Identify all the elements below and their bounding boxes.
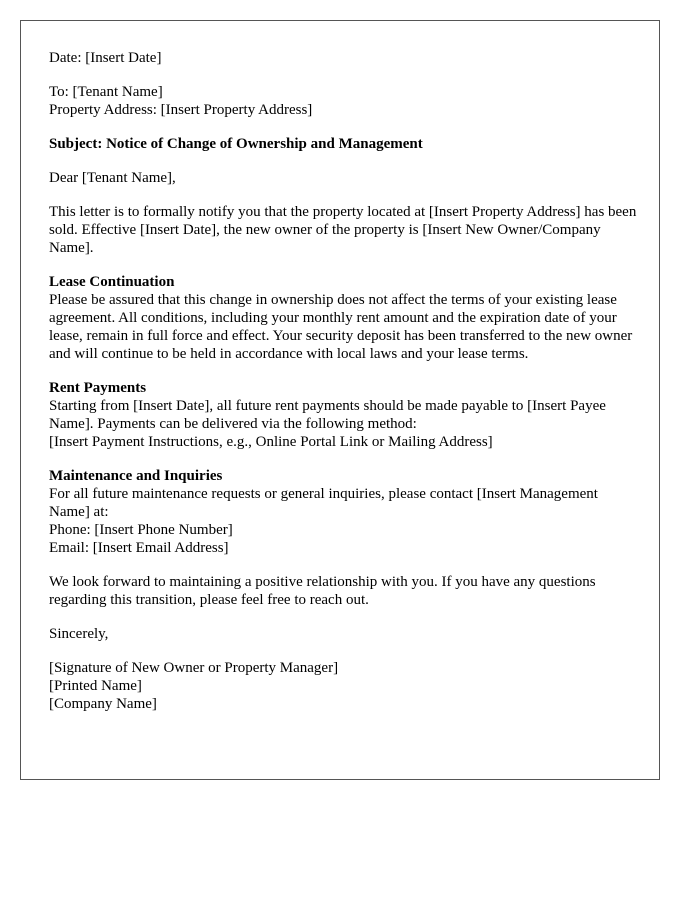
signature-line: [Signature of New Owner or Property Manager] bbox=[49, 660, 339, 676]
salutation: Dear [Tenant Name], bbox=[49, 170, 176, 186]
section-heading: Lease Continuation bbox=[49, 274, 175, 290]
section-heading: Rent Payments bbox=[49, 380, 147, 396]
sign-off-block bbox=[49, 625, 639, 643]
phone-line: Phone: [Insert Phone Number] bbox=[49, 522, 233, 538]
subject-line: Subject: Notice of Change of Ownership and Management bbox=[49, 136, 423, 152]
section-paragraph: Please be assured that this change in ownership does not affect the terms of your existing lease agreement. All conditions, including your monthly rent amount and the expiration date of your lease, remain in full force and effect. Your security deposit has been transferred to the new owner and will continue to be held in accordance with local laws and your lease terms. bbox=[49, 292, 633, 362]
date-line: Date: [Insert Date] bbox=[49, 50, 162, 66]
email-line: Email: [Insert Email Address] bbox=[49, 540, 229, 556]
maintenance-section bbox=[49, 467, 639, 557]
closing-paragraph-block bbox=[49, 573, 639, 609]
section-paragraph: For all future maintenance requests or general inquiries, please contact [Insert Management Name] at: bbox=[49, 486, 598, 520]
intro-paragraph-block bbox=[49, 203, 639, 257]
printed-name-line: [Printed Name] bbox=[49, 678, 142, 694]
letter-page bbox=[20, 20, 660, 780]
payment-instructions-line: [Insert Payment Instructions, e.g., Online Portal Link or Mailing Address] bbox=[49, 434, 493, 450]
recipient-block bbox=[49, 83, 639, 119]
signature-block bbox=[49, 659, 639, 713]
property-address-line: Property Address: [Insert Property Address] bbox=[49, 102, 313, 118]
recipient-line: To: [Tenant Name] bbox=[49, 84, 163, 100]
subject-block bbox=[49, 135, 639, 153]
closing-paragraph: We look forward to maintaining a positive relationship with you. If you have any questions regarding this transition, please feel free to reach out. bbox=[49, 574, 596, 608]
sign-off: Sincerely, bbox=[49, 626, 109, 642]
company-name-line: [Company Name] bbox=[49, 696, 157, 712]
section-paragraph: Starting from [Insert Date], all future rent payments should be made payable to [Insert Payee Name]. Payments can be delivered via the following method: bbox=[49, 398, 606, 432]
lease-continuation-section bbox=[49, 273, 639, 363]
date-block bbox=[49, 49, 639, 67]
rent-payments-section bbox=[49, 379, 639, 451]
intro-paragraph: This letter is to formally notify you that the property located at [Insert Property Address] has been sold. Effective [Insert Date], the new owner of the property is [Insert New Owner/Company Name]. bbox=[49, 204, 637, 256]
letter-body bbox=[49, 49, 639, 729]
salutation-block bbox=[49, 169, 639, 187]
section-heading: Maintenance and Inquiries bbox=[49, 468, 223, 484]
